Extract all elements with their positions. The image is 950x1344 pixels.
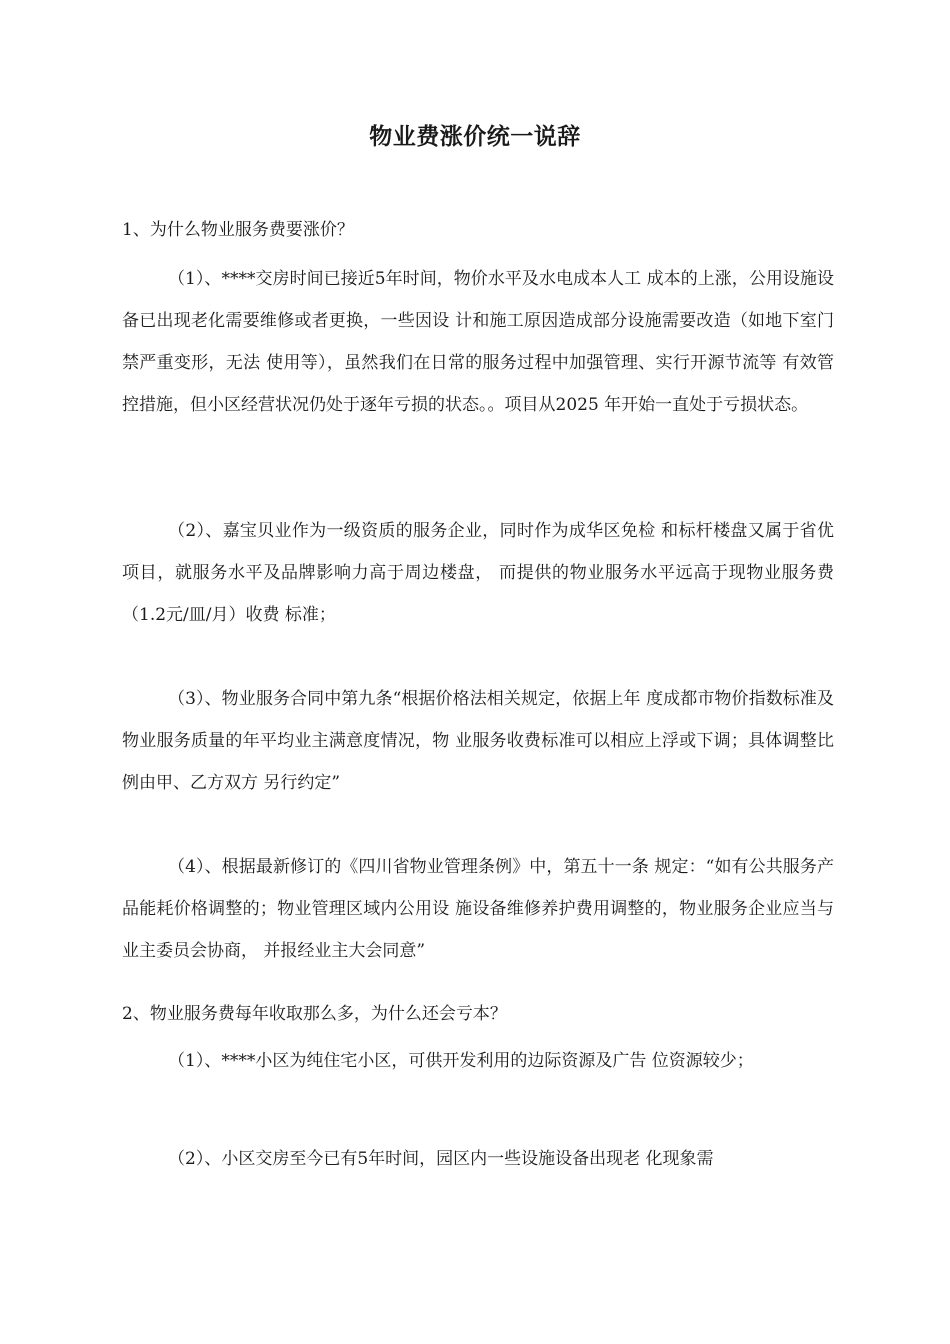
paragraph-1-1: （1）、****交房时间已接近5年时间，物价水平及水电成本人工 成本的上涨，公用设施设备已出现老化需要维修或者更换，一些因设 计和施工原因造成部分设施需要改造（如地下室门禁严重变形，无法 使用等），虽然我们在日常的服务过程中加强管理、实行开源节流等 有效管控措施，但小区经营状况仍处于逐年亏损的状态。。项目从2025 年开始一直处于亏损状态。: [122, 269, 834, 415]
paragraph-2-1: （1）、****小区为纯住宅小区，可供开发利用的边际资源及广告 位资源较少；: [168, 1051, 754, 1071]
paragraph-1-3: （3）、物业服务合同中第九条“根据价格法相关规定，依据上年 度成都市物价指数标准及物业服务质量的年平均业主满意度情况，物 业服务收费标准可以相应上浮或下调；具体调整比例由甲、乙方双方 另行约定”: [122, 689, 834, 793]
page-title: 物业费涨价统一说辞: [369, 124, 581, 150]
paragraph-1-4: （4）、根据最新修订的《四川省物业管理条例》中，第五十一条 规定：“如有公共服务产品能耗价格调整的；物业管理区域内公用设 施设备维修养护费用调整的，物业服务企业应当与业主委员会协商， 并报经业主大会同意”: [122, 857, 834, 961]
paragraph-1-2: （2）、嘉宝贝业作为一级资质的服务企业，同时作为成华区免检 和标杆楼盘又属于省优项目，就服务水平及品牌影响力高于周边楼盘， 而提供的物业服务水平远高于现物业服务费（1.2元/皿/月）收费 标准；: [122, 521, 834, 625]
question-1: 1、为什么物业服务费要涨价？: [122, 220, 354, 240]
paragraph-2-2: （2）、小区交房至今已有5年时间，园区内一些设施设备出现老 化现象需: [168, 1149, 714, 1169]
question-2: 2、物业服务费每年收取那么多，为什么还会亏本？: [122, 1004, 507, 1024]
